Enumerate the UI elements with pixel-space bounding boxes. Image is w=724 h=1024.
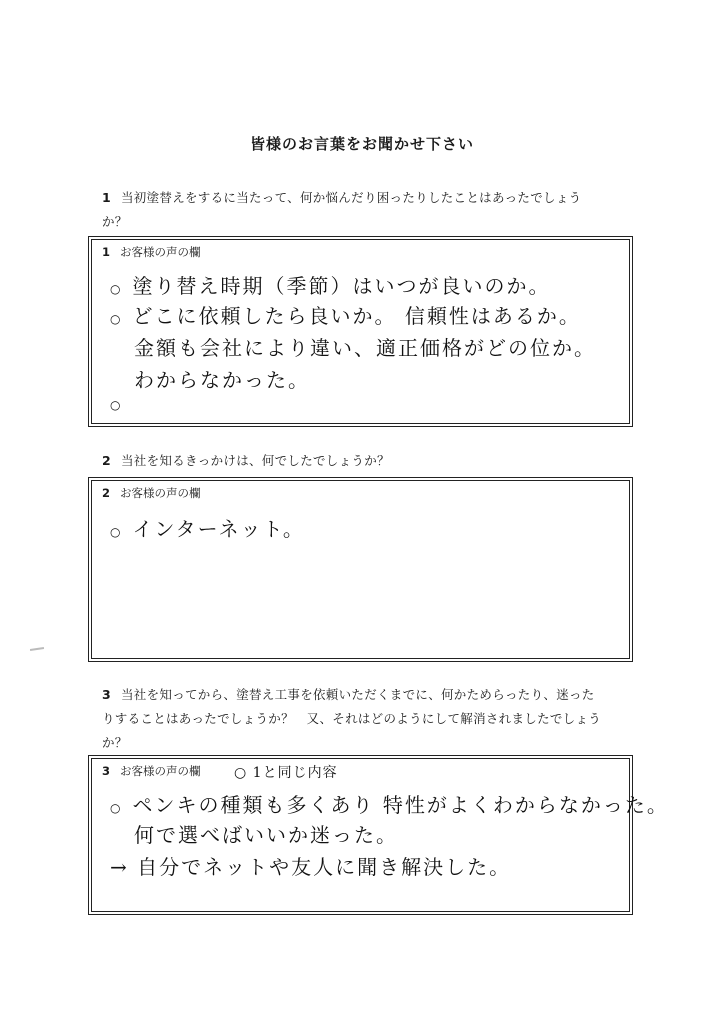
handwritten-answer-line: わからなかった。 (134, 368, 310, 392)
question-number: 2 (102, 453, 111, 468)
answer-box-2[interactable] (88, 477, 633, 662)
answer-box-1[interactable] (88, 236, 633, 427)
question-text-line (102, 449, 632, 473)
box-number: 3 (102, 764, 111, 778)
question-3 (102, 683, 632, 755)
question-text: 当初塗替えをするに当たって、何か悩んだり困ったりしたことはあったでしょう (121, 190, 582, 205)
handwritten-label-note: ○ 1と同じ内容 (234, 765, 338, 781)
bullet: ○ (110, 525, 123, 539)
handwritten-answer-line: 金額も会社により違い、適正価格がどの位か。 (134, 336, 596, 360)
box-label-text: お客様の声の欄 (120, 486, 201, 500)
handwritten-answer-line: → 自分でネットや友人に聞き解決した。 (110, 855, 512, 879)
bullet: ○ (110, 282, 123, 296)
handwritten-answer-line (110, 513, 305, 542)
handwritten-answer-line: 何で選べばいいか迷った。 (134, 823, 398, 847)
question-1 (102, 186, 632, 234)
empty-bullet (110, 390, 132, 414)
handwritten-answer-line (110, 789, 669, 818)
question-text-line: か？ (102, 214, 128, 229)
bullet: ○ (110, 312, 123, 326)
question-2 (102, 449, 632, 473)
question-text-line (102, 186, 632, 210)
question-text-line (102, 683, 632, 707)
box-label-text: お客様の声の欄 (120, 245, 201, 259)
box-label (102, 763, 201, 779)
box-label (102, 244, 201, 260)
box-label (102, 485, 201, 501)
bullet: ○ (110, 398, 123, 412)
question-number: 3 (102, 687, 111, 702)
question-text: 当社を知ってから、塗替え工事を依頼いただくまでに、何かためらったり、迷った (121, 687, 595, 702)
answer-text: 塗り替え時期（季節）はいつが良いのか。 (132, 274, 551, 298)
scan-artifact (30, 647, 44, 651)
answer-text: ペンキの種類も多くあり 特性がよくわからなかった。 (132, 793, 669, 817)
question-text: 当社を知るきっかけは、何でしたでしょうか？ (121, 453, 390, 468)
box-label-text: お客様の声の欄 (120, 764, 201, 778)
box-number: 2 (102, 486, 111, 500)
handwritten-answer-line (110, 300, 581, 329)
page-title: 皆様のお言葉をお聞かせ下さい (249, 135, 474, 153)
question-text-line: りすることはあったでしょうか？ 又、それはどのようにして解消されましたでしょう (102, 711, 602, 726)
question-number: 1 (102, 190, 111, 205)
question-text-line: か？ (102, 735, 128, 750)
bullet: ○ (110, 801, 123, 815)
answer-box-3[interactable] (88, 755, 669, 915)
answer-text: どこに依頼したら良いか。 信頼性はあるか。 (132, 304, 581, 328)
handwritten-answer-line (110, 270, 550, 299)
box-number: 1 (102, 245, 111, 259)
answer-text: インターネット。 (132, 517, 305, 541)
